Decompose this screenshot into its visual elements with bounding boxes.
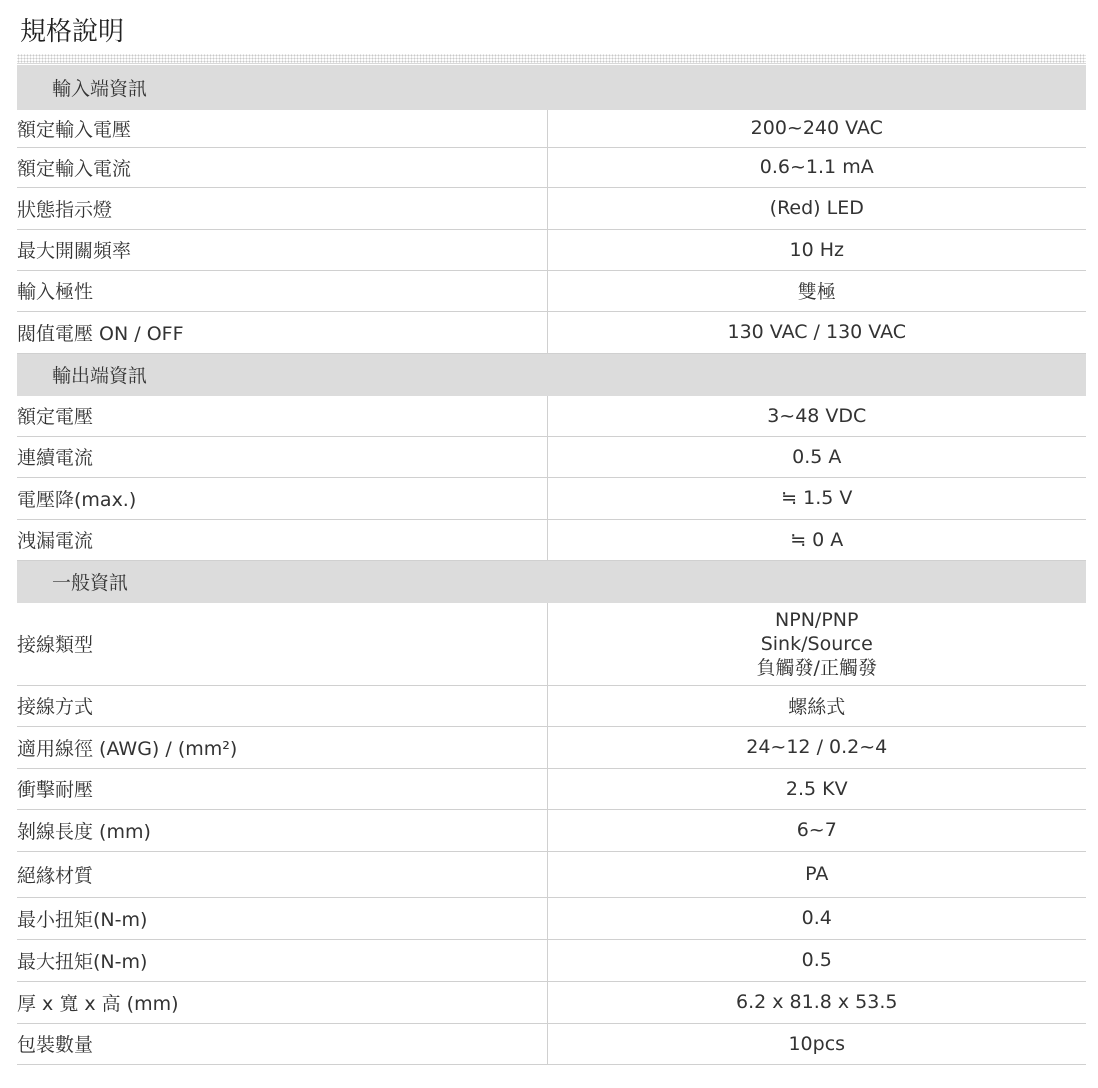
title-divider xyxy=(17,54,1086,64)
spec-value: 200~240 VAC xyxy=(547,110,1086,147)
spec-value: 6~7 xyxy=(547,809,1086,851)
spec-row xyxy=(17,229,1086,270)
spec-value: 10 Hz xyxy=(547,229,1086,270)
spec-label: 包裝數量 xyxy=(17,1023,547,1064)
spec-row xyxy=(17,685,1086,726)
spec-value: (Red) LED xyxy=(547,187,1086,229)
spec-value: 3~48 VDC xyxy=(547,396,1086,436)
spec-label: 接線類型 xyxy=(17,603,547,685)
spec-row xyxy=(17,1023,1086,1064)
spec-label: 最大開關頻率 xyxy=(17,229,547,270)
spec-label: 洩漏電流 xyxy=(17,519,547,560)
spec-label: 額定輸入電壓 xyxy=(17,110,547,147)
spec-value: 雙極 xyxy=(547,270,1086,311)
spec-value: ≒ 0 A xyxy=(547,519,1086,560)
spec-row xyxy=(17,519,1086,560)
spec-row xyxy=(17,187,1086,229)
spec-row xyxy=(17,939,1086,981)
spec-value-line: NPN/PNP xyxy=(775,608,859,631)
spec-row xyxy=(17,477,1086,519)
spec-value: PA xyxy=(547,851,1086,897)
spec-row xyxy=(17,270,1086,311)
spec-row xyxy=(17,110,1086,147)
spec-row xyxy=(17,396,1086,436)
spec-value: 24~12 / 0.2~4 xyxy=(547,726,1086,768)
spec-value-multiline xyxy=(547,603,1086,685)
section-header xyxy=(17,560,1086,603)
spec-label: 電壓降(max.) xyxy=(17,477,547,519)
spec-label: 連續電流 xyxy=(17,436,547,477)
spec-label: 接線方式 xyxy=(17,685,547,726)
spec-row xyxy=(17,726,1086,768)
page-title: 規格說明 xyxy=(20,17,125,47)
spec-value: 130 VAC / 130 VAC xyxy=(547,311,1086,353)
spec-label: 適用線徑 (AWG) / (mm²) xyxy=(17,726,547,768)
spec-label: 衝擊耐壓 xyxy=(17,768,547,809)
section-header xyxy=(17,65,1086,110)
spec-value-line: 負觸發/正觸發 xyxy=(756,656,877,679)
spec-row xyxy=(17,603,1086,685)
spec-table xyxy=(17,65,1086,1065)
spec-value: ≒ 1.5 V xyxy=(547,477,1086,519)
spec-label: 最小扭矩(N-m) xyxy=(17,897,547,939)
spec-row xyxy=(17,897,1086,939)
spec-value-line: Sink/Source xyxy=(760,632,873,655)
spec-row xyxy=(17,311,1086,353)
section-header xyxy=(17,353,1086,396)
spec-row xyxy=(17,147,1086,187)
spec-label: 狀態指示燈 xyxy=(17,187,547,229)
spec-value: 6.2 x 81.8 x 53.5 xyxy=(547,981,1086,1023)
spec-label: 絕緣材質 xyxy=(17,851,547,897)
spec-value: 螺絲式 xyxy=(547,685,1086,726)
section-title: 輸出端資訊 xyxy=(17,353,1086,396)
spec-value: 0.5 xyxy=(547,939,1086,981)
spec-label: 閥值電壓 ON / OFF xyxy=(17,311,547,353)
spec-value: 0.4 xyxy=(547,897,1086,939)
spec-label: 額定輸入電流 xyxy=(17,147,547,187)
spec-row xyxy=(17,851,1086,897)
spec-value: 0.6~1.1 mA xyxy=(547,147,1086,187)
spec-label: 輸入極性 xyxy=(17,270,547,311)
spec-row xyxy=(17,809,1086,851)
spec-label: 額定電壓 xyxy=(17,396,547,436)
spec-value: 2.5 KV xyxy=(547,768,1086,809)
section-title: 一般資訊 xyxy=(17,560,1086,603)
spec-value: 0.5 A xyxy=(547,436,1086,477)
section-title: 輸入端資訊 xyxy=(17,65,1086,110)
spec-value: 10pcs xyxy=(547,1023,1086,1064)
spec-label: 剝線長度 (mm) xyxy=(17,809,547,851)
spec-label: 厚 x 寬 x 高 (mm) xyxy=(17,981,547,1023)
spec-label: 最大扭矩(N-m) xyxy=(17,939,547,981)
spec-row xyxy=(17,768,1086,809)
spec-row xyxy=(17,981,1086,1023)
spec-row xyxy=(17,436,1086,477)
